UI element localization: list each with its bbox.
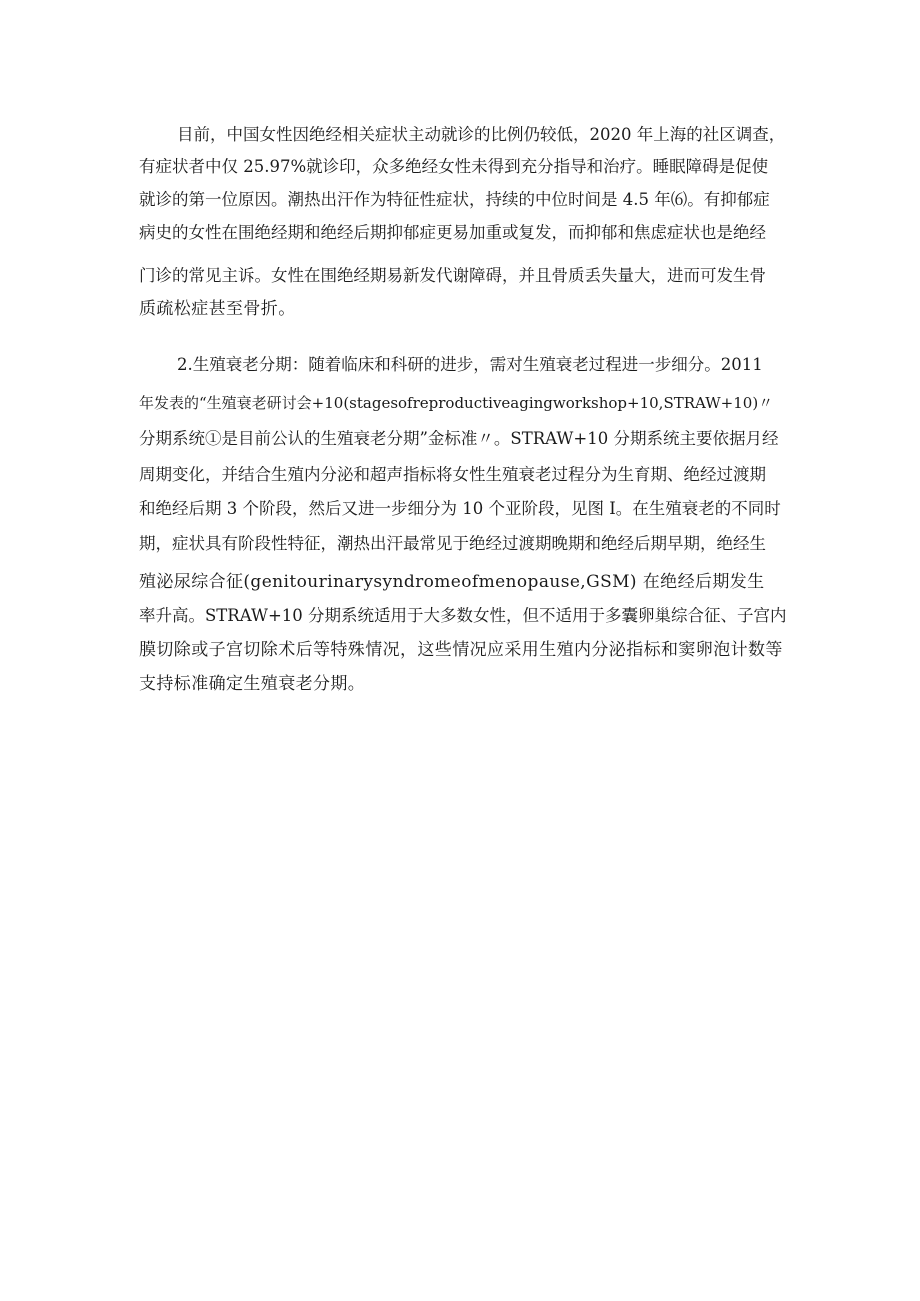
paragraph-1-line-6: 质疏松症甚至骨折。 — [139, 299, 296, 319]
paragraph-2-line-8: 率升高。STRAW+10 分期系统适用于大多数女性，但不适用于多囊卵巢综合征、子宫内 — [139, 606, 787, 625]
paragraph-2-line-2: 年发表的“生殖衰老研讨会+10(stagesofreproductiveagingworkshop+10,STRAW+10)〃 — [139, 394, 774, 412]
paragraph-2-line-9: 膜切除或子宫切除术后等特殊情况，这些情况应采用生殖内分泌指标和窦卵泡计数等 — [139, 640, 783, 660]
paragraph-1-line-2: 有症状者中仅 25.97%就诊印，众多绝经女性未得到充分指导和治疗。睡眠障碍是促使 — [139, 157, 769, 176]
paragraph-2-line-3: 分期系统①是目前公认的生殖衰老分期”金标准〃。STRAW+10 分期系统主要依据月经 — [139, 429, 779, 448]
paragraph-2-line-1: 2.生殖衰老分期：随着临床和科研的进步，需对生殖衰老过程进一步细分。2011 — [177, 355, 763, 374]
paragraph-1-line-4: 病史的女性在围绝经期和绝经后期抑郁症更易加重或复发，而抑郁和焦虑症状也是绝经 — [139, 223, 766, 242]
paragraph-1-line-1: 目前，中国女性因绝经相关症状主动就诊的比例仍较低，2020 年上海的社区调查， — [177, 125, 786, 144]
paragraph-2-line-7: 殖泌尿综合征(genitourinarysyndromeofmenopause,GSM) 在绝经后期发生 — [139, 572, 765, 592]
paragraph-2-line-4: 周期变化，并结合生殖内分泌和超声指标将女性生殖衰老过程分为生育期、绝经过渡期 — [139, 465, 766, 484]
paragraph-1-line-5: 门诊的常见主诉。女性在围绝经期易新发代谢障碍，并且骨质丢失量大，进而可发生骨 — [139, 266, 766, 285]
paragraph-2-line-10: 支持标准确定生殖衰老分期。 — [139, 674, 366, 694]
paragraph-2-line-6: 期，症状具有阶段性特征，潮热出汗最常见于绝经过渡期晚期和绝经后期早期，绝经生 — [139, 534, 766, 553]
paragraph-2-line-5: 和绝经后期 3 个阶段，然后又进一步细分为 10 个亚阶段，见图 I。在生殖衰老的不同时 — [139, 499, 781, 518]
paragraph-1-line-3: 就诊的第一位原因。潮热出汗作为特征性症状，持续的中位时间是 4.5 年⑹。有抑郁症 — [139, 190, 770, 209]
